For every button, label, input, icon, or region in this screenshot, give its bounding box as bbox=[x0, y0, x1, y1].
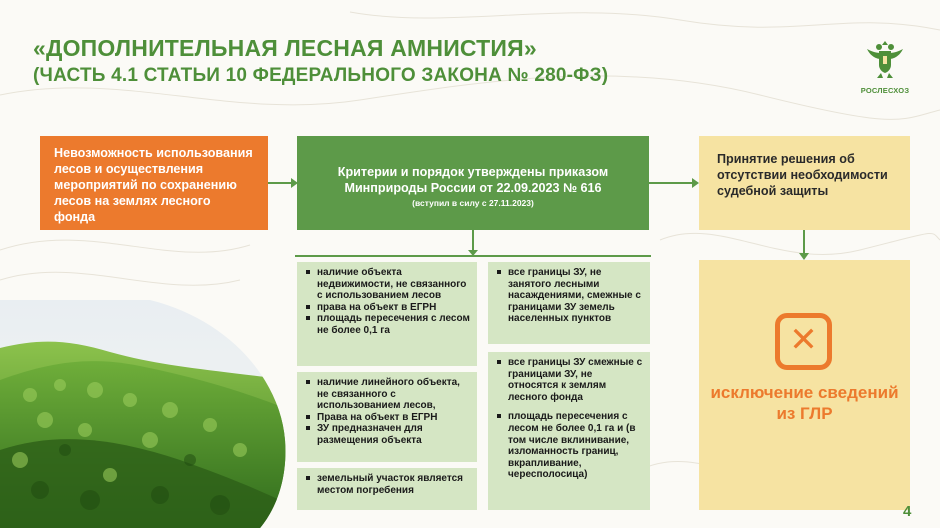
criteria-effective-date: (вступил в силу с 27.11.2023) bbox=[412, 198, 534, 208]
criteria-item: Права на объект в ЕГРН bbox=[305, 412, 471, 424]
exclusion-box bbox=[699, 260, 910, 510]
criteria-item: наличие линейного объекта, не связанного с использованием лесов, bbox=[305, 377, 471, 412]
logo-eagle-icon bbox=[863, 35, 907, 79]
logo-text: РОСЛЕСХОЗ bbox=[860, 86, 910, 95]
impossibility-box: Невозможность использования лесов и осуществления мероприятий по сохранению лесов на землях лесного фонда bbox=[40, 136, 268, 230]
page-number: 4 bbox=[903, 503, 912, 520]
criteria-block-linear-object bbox=[297, 372, 477, 462]
exclusion-text: исключение сведений из ГЛР bbox=[710, 383, 899, 423]
criteria-item: земельный участок является местом погребения bbox=[305, 473, 471, 496]
criteria-item: наличие объекта недвижимости, не связанного с использованием лесов bbox=[305, 267, 471, 302]
criteria-item: права на объект в ЕГРН bbox=[305, 302, 471, 314]
criteria-block-forest-fund-borders bbox=[488, 352, 650, 510]
rosleshoz-logo bbox=[855, 35, 915, 95]
criteria-block-settlement-borders bbox=[488, 262, 650, 344]
criteria-order-text: Критерии и порядок утверждены приказом Минприроды России от 22.09.2023 № 616 bbox=[337, 165, 609, 195]
criteria-item: площадь пересечения с лесом не более 0,1 га bbox=[305, 313, 471, 336]
criteria-order-box bbox=[297, 136, 649, 230]
forest-hill-image bbox=[0, 300, 290, 528]
criteria-item: площадь пересечения с лесом не более 0,1 га и (в том числе вклинивание, изломанность границ, вкрапливание, чересполосица) bbox=[496, 411, 644, 481]
cross-icon: ✕ bbox=[775, 313, 832, 370]
title-line-1: «ДОПОЛНИТЕЛЬНАЯ ЛЕСНАЯ АМНИСТИЯ» bbox=[33, 35, 537, 61]
criteria-item: все границы ЗУ, не занятого лесными насаждениями, смежные с границами ЗУ земель населенных пунктов bbox=[496, 267, 644, 325]
criteria-item: ЗУ предназначен для размещения объекта bbox=[305, 423, 471, 446]
criteria-block-burial bbox=[297, 468, 477, 510]
title-line-2: (ЧАСТЬ 4.1 СТАТЬИ 10 ФЕДЕРАЛЬНОГО ЗАКОНА № 280-ФЗ) bbox=[33, 65, 609, 86]
criteria-item: все границы ЗУ смежные с границами ЗУ, не относятся к землям лесного фонда bbox=[496, 357, 644, 403]
page-title bbox=[33, 34, 608, 90]
decision-box: Принятие решения об отсутствии необходимости судебной защиты bbox=[699, 136, 910, 230]
criteria-block-real-estate bbox=[297, 262, 477, 366]
